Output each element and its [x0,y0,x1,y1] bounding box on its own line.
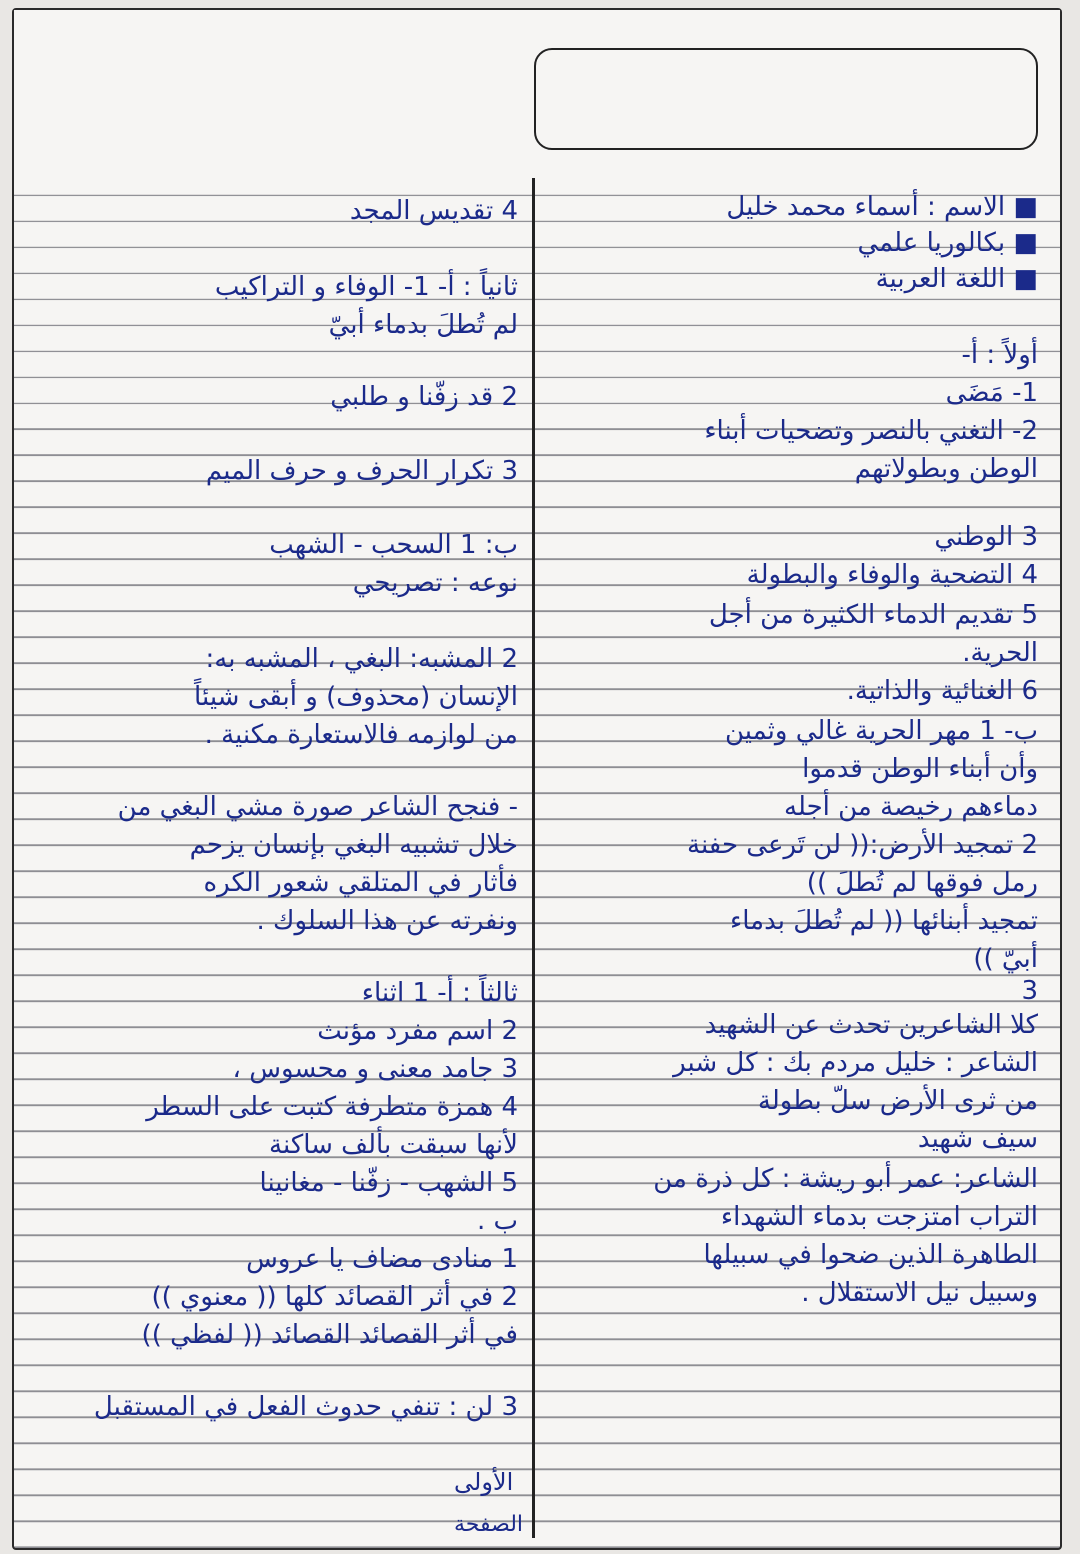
answer-line: الشاعر : خليل مردم بك : كل شبر [673,1048,1038,1078]
sheet-order-label: الأولى [454,1468,514,1496]
answer-line: 3 تكرار الحرف و حرف الميم [205,456,518,486]
answer-line: 1 منادى مضاف يا عروس [246,1244,518,1274]
answer-line: لم تُطلَ بدماء أبيّ [328,310,518,340]
answer-line: ونفرته عن هذا السلوك . [256,906,518,936]
answer-line: التراب امتزجت بدماء الشهداء [720,1202,1038,1232]
answer-line: خلال تشبيه البغي بإنسان يزحم [189,830,518,860]
answer-line: 2 في أثر القصائد كلها (( معنوي )) [151,1282,518,1312]
answer-line: فأثار في المتلقي شعور الكره [203,868,518,898]
answer-line: - فنجح الشاعر صورة مشي البغي من [117,792,518,822]
subject-name: ■ اللغة العربية [875,264,1038,294]
answer-line: رمل فوقها لم تُطلَ )) [806,868,1038,898]
answer-line: 4 همزة متطرفة كتبت على السطر [146,1092,518,1122]
answer-line: 2 المشبه: البغي ، المشبه به: [205,644,518,674]
answer-line: وسبيل نيل الاستقلال . [801,1278,1038,1308]
answer-line: سيف شهيد [917,1124,1038,1154]
answer-line: الإنسان (محذوف) و أبقى شيئاً [194,682,518,712]
name-box [534,48,1038,150]
answer-line: 2 تمجيد الأرض:(( لن تَرعى حفنة [687,830,1038,860]
answer-line: 6 الغنائية والذاتية. [846,676,1038,706]
answer-line: نوعه : تصريحي [352,568,518,598]
column-divider [532,178,535,1538]
answer-line: 4 التضحية والوفاء والبطولة [746,560,1038,590]
answer-line: 5 تقديم الدماء الكثيرة من أجل [708,600,1038,630]
answer-line: لأنها سبقت بألف ساكنة [269,1130,518,1160]
answer-line: 2 اسم مفرد مؤنث [317,1016,518,1046]
answer-line: الحرية. [962,638,1038,668]
answer-line: ب: 1 السحب - الشهب [269,530,518,560]
answer-line: 5 الشهب - زفّنا - مغانينا [259,1168,518,1198]
answer-line: وأن أبناء الوطن قدموا [802,754,1038,784]
answer-line: 1- مَضَى [945,378,1038,408]
answer-line: 3 جامد معنى و محسوس ، [232,1054,518,1084]
answer-line: الوطن وبطولاتهم [854,454,1038,484]
answer-line: الشاعر: عمر أبو ريشة : كل ذرة من [653,1164,1038,1194]
answer-line: في أثر القصائد القصائد (( لفظي )) [141,1320,518,1350]
answer-line: 3 الوطني [934,522,1038,552]
section-heading: ثانياً : أ- 1- الوفاء و التراكيب [214,272,518,302]
answer-line: ب . [476,1206,518,1236]
answer-line: 2 قد زفّنا و طلبي [330,382,518,412]
answer-line: 3 لن : تنفي حدوث الفعل في المستقبل [93,1392,518,1422]
student-name: ■ الاسم : أسماء محمد خليل [726,192,1038,222]
answer-line: ب- 1 مهر الحرية غالي وثمين [724,716,1038,746]
section-heading: أولاً : أ- [961,340,1038,370]
answer-line: 4 تقديس المجد [349,196,518,226]
answer-line: أبيّ )) [973,944,1038,974]
exam-sheet [12,8,1062,1550]
answer-line: دماءهم رخيصة من أجله [784,792,1038,822]
answer-line: الطاهرة الذين ضحوا في سبيلها [703,1240,1038,1270]
student-track: ■ بكالوريا علمي [857,228,1038,258]
section-heading: ثالثاً : أ- 1 اثناء [361,978,518,1008]
answer-line: كلا الشاعرين تحدث عن الشهيد [704,1010,1038,1040]
answer-line: 2- التغني بالنصر وتضحيات أبناء [704,416,1038,446]
answer-line: تمجيد أبنائها (( لم تُطلَ بدماء [730,906,1038,936]
answer-line: 3 [1021,976,1038,1006]
page-label: الصفحة [454,1512,524,1537]
answer-line: من ثرى الأرض سلّ بطولة [757,1086,1038,1116]
answer-line: من لوازمه فالاستعارة مكنية . [204,720,518,750]
